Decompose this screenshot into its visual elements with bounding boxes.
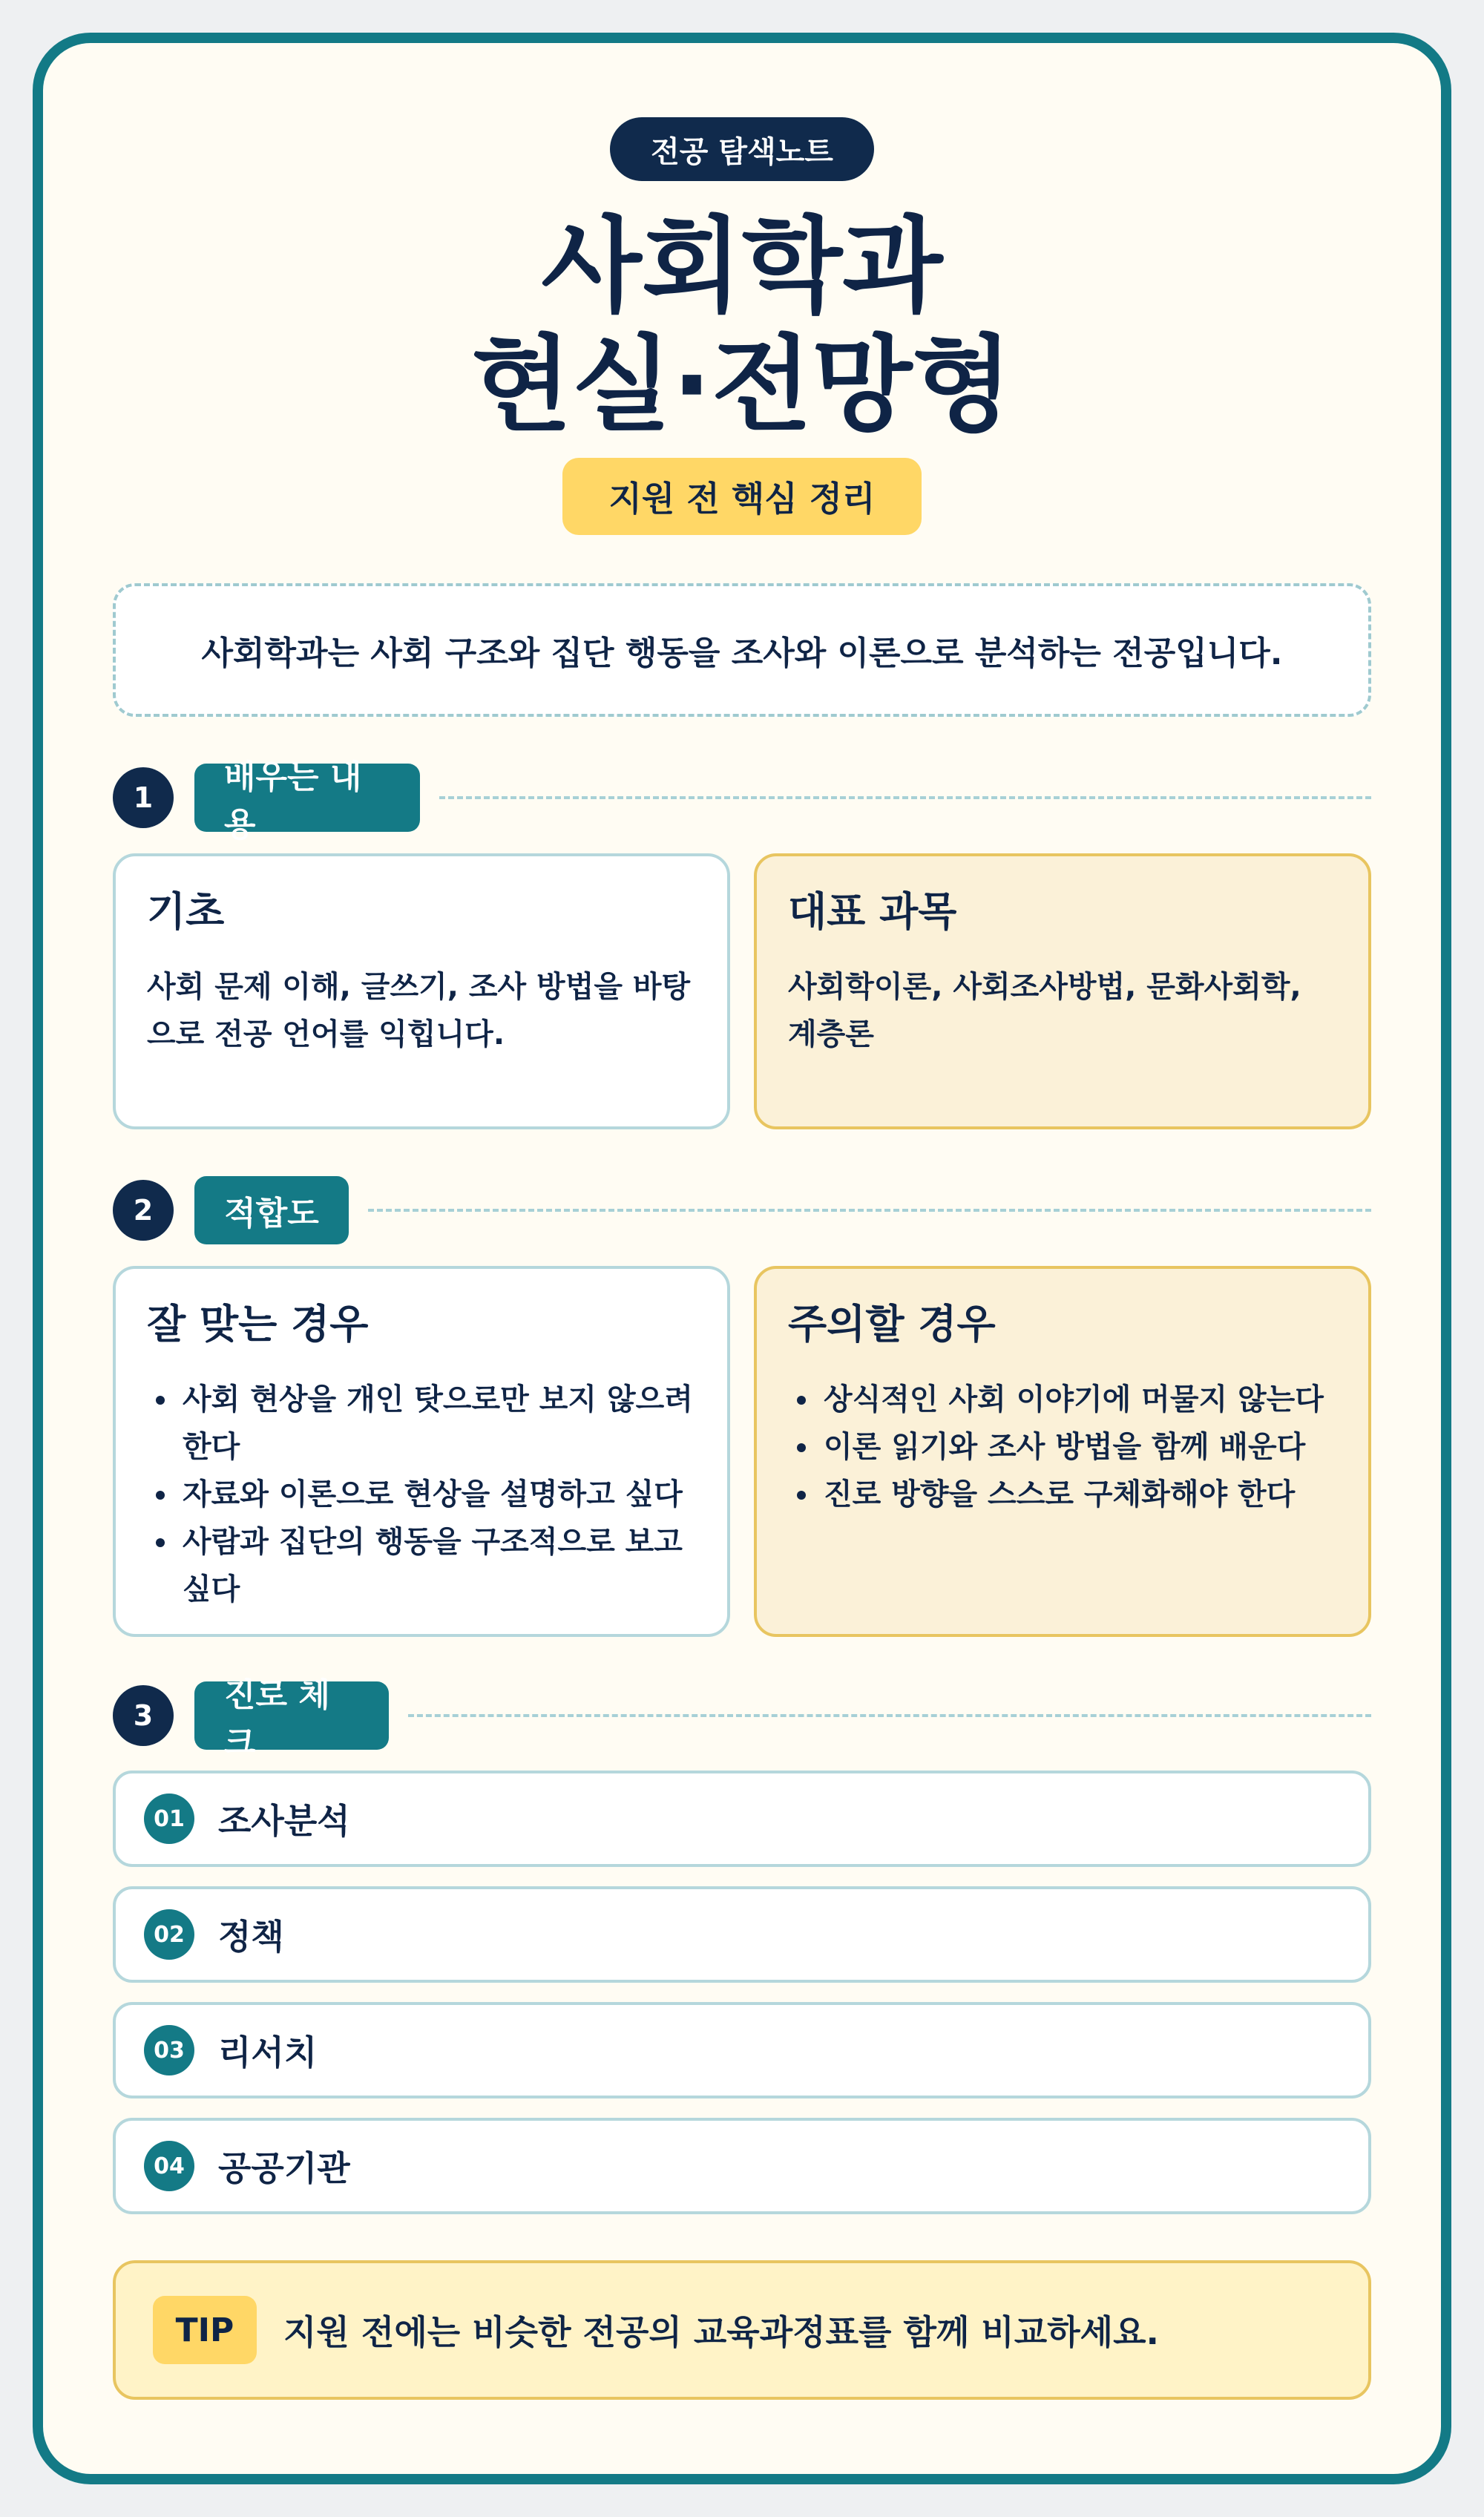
- tip-text: 지원 전에는 비슷한 전공의 교육과정표를 함께 비교하세요.: [283, 2312, 1160, 2352]
- career-label: 공공기관: [218, 2148, 350, 2188]
- caution-heading: 주의할 경우: [788, 1301, 996, 1348]
- career-number: 02: [144, 1909, 194, 1960]
- summary-text: 사회학과는 사회 구조와 집단 행동을 조사와 이론으로 분석하는 전공입니다.: [201, 634, 1283, 672]
- career-item: [113, 1886, 1371, 1983]
- section-3-number: 3: [113, 1685, 174, 1746]
- career-item: [113, 1771, 1371, 1867]
- section-3-title: 진로 체크: [194, 1681, 389, 1750]
- career-label: 리서치: [218, 2032, 318, 2073]
- page-title-line2: 현실·전망형: [471, 325, 1013, 446]
- list-item: 사회 현상을 개인 탓으로만 보지 않으려 한다: [183, 1376, 696, 1471]
- section-3-divider: [408, 1714, 1371, 1717]
- summary-box: [113, 583, 1371, 717]
- career-label: 조사분석: [218, 1801, 350, 1841]
- list-item: 사람과 집단의 행동을 구조적으로 보고 싶다: [183, 1518, 696, 1613]
- page-title-line1: 사회학과: [541, 206, 943, 327]
- basics-text: 사회 문제 이해, 글쓰기, 조사 방법을 바탕으로 전공 언어를 익힙니다.: [147, 970, 691, 1051]
- career-number: 04: [144, 2141, 194, 2191]
- list-item: 자료와 이론으로 현상을 설명하고 싶다: [183, 1471, 696, 1518]
- section-1-divider: [439, 796, 1371, 799]
- good-fit-heading: 잘 맞는 경우: [147, 1301, 369, 1348]
- list-item: 이론 읽기와 조사 방법을 함께 배운다: [824, 1423, 1337, 1471]
- section-1-number: 1: [113, 767, 174, 828]
- section-2-title: 적합도: [194, 1176, 349, 1244]
- section-2-divider: [368, 1209, 1371, 1212]
- courses-heading: 대표 과목: [788, 888, 957, 935]
- section-2-number: 2: [113, 1180, 174, 1241]
- caution-card: [754, 1266, 1371, 1637]
- courses-card: [754, 853, 1371, 1129]
- list-item: 진로 방향을 스스로 구체화해야 한다: [824, 1471, 1337, 1518]
- career-label: 정책: [218, 1917, 284, 1957]
- tip-badge: TIP: [153, 2296, 257, 2364]
- section-1-title: 배우는 내용: [194, 764, 420, 832]
- caution-list: [788, 1376, 1337, 1518]
- note-badge: 전공 탐색노트: [610, 117, 874, 181]
- career-number: 03: [144, 2025, 194, 2075]
- courses-text: 사회학이론, 사회조사방법, 문화사회학, 계층론: [788, 970, 1301, 1051]
- list-item: 상식적인 사회 이야기에 머물지 않는다: [824, 1376, 1337, 1423]
- good-fit-card: [113, 1266, 730, 1637]
- career-item: [113, 2002, 1371, 2098]
- basics-heading: 기초: [147, 888, 225, 935]
- basics-card: [113, 853, 730, 1129]
- career-item: [113, 2118, 1371, 2214]
- career-number: 01: [144, 1794, 194, 1844]
- subtitle-badge: 지원 전 핵심 정리: [562, 458, 922, 535]
- good-fit-list: [147, 1376, 696, 1613]
- tip-box: [113, 2260, 1371, 2400]
